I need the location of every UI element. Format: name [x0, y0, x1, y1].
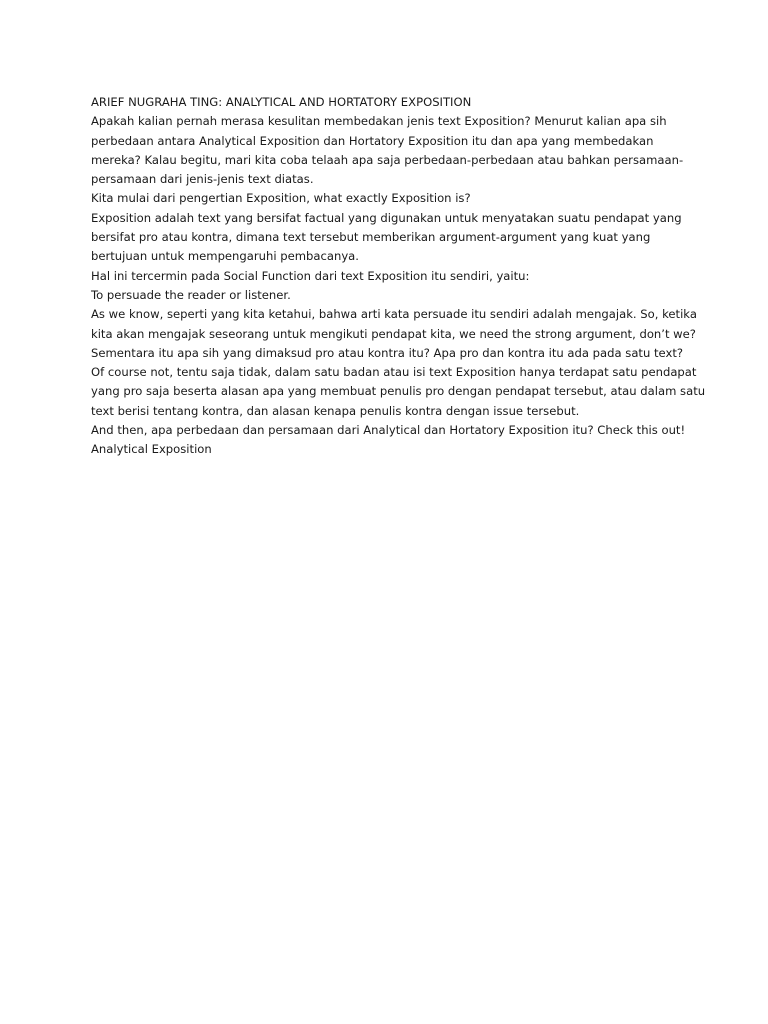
text-line: Exposition adalah text yang bersifat factual yang digunakan untuk menyatakan suatu pendapat yang	[91, 210, 682, 225]
text-line: Hal ini tercermin pada Social Function dari text Exposition itu sendiri, yaitu:	[91, 268, 530, 283]
text-line: To persuade the reader or listener.	[91, 287, 291, 302]
paragraph-social-function	[91, 267, 691, 286]
text-line: Of course not, tentu saja tidak, dalam satu badan atau isi text Exposition hanya terdapat satu pendapat	[91, 365, 697, 380]
paragraph-definition	[91, 209, 691, 267]
section-heading-analytical-exposition	[91, 440, 691, 459]
text-line: Apakah kalian pernah merasa kesulitan membedakan jenis text Exposition? Menurut kalian apa sih	[91, 114, 667, 129]
text-line: mereka? Kalau begitu, mari kita coba telaah apa saja perbedaan-perbedaan atau bahkan persamaan-	[91, 152, 684, 167]
paragraph-of-course-not	[91, 363, 706, 421]
text-line: bersifat pro atau kontra, dimana text tersebut memberikan argument-argument yang kuat yang	[91, 230, 651, 245]
text-line: kita akan mengajak seseorang untuk mengikuti pendapat kita, we need the strong argument, don’t we?	[91, 326, 696, 341]
document-body	[91, 93, 706, 460]
document-title: ARIEF NUGRAHA TING: ANALYTICAL AND HORTATORY EXPOSITION	[91, 95, 472, 109]
text-line: persamaan dari jenis-jenis text diatas.	[91, 172, 314, 187]
text-line: Kita mulai dari pengertian Exposition, what exactly Exposition is?	[91, 191, 471, 206]
paragraph-pro-kontra-question	[91, 344, 691, 363]
text-line: Analytical Exposition	[91, 442, 212, 457]
paragraph-persuade	[91, 286, 691, 305]
text-line: And then, apa perbedaan dan persamaan dari Analytical dan Hortatory Exposition itu? Check this out!	[91, 423, 686, 438]
text-line: perbedaan antara Analytical Exposition dan Hortatory Exposition itu dan apa yang membedakan	[91, 133, 654, 148]
paragraph-as-we-know	[91, 305, 697, 344]
text-line: bertujuan untuk mempengaruhi pembacanya.	[91, 249, 359, 264]
text-line: text berisi tentang kontra, dan alasan kenapa penulis kontra dengan issue tersebut.	[91, 403, 580, 418]
text-line: Sementara itu apa sih yang dimaksud pro atau kontra itu? Apa pro dan kontra itu ada pada satu text?	[91, 345, 684, 360]
text-line: As we know, seperti yang kita ketahui, bahwa arti kata persuade itu sendiri adalah mengajak. So, ketika	[91, 307, 697, 322]
paragraph-and-then	[91, 421, 691, 440]
paragraph-definition-question	[91, 189, 691, 208]
paragraph-intro	[91, 112, 691, 189]
text-line: yang pro saja beserta alasan apa yang membuat penulis pro dengan pendapat tersebut, atau dalam satu	[91, 384, 706, 399]
